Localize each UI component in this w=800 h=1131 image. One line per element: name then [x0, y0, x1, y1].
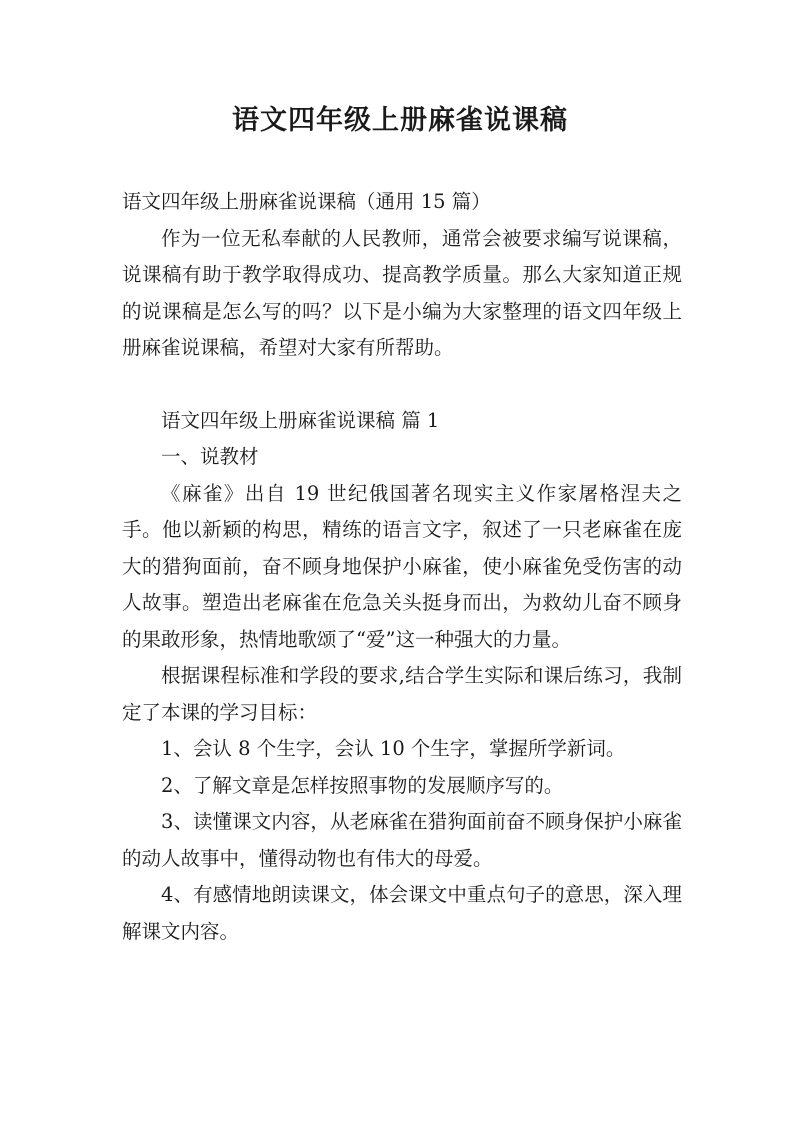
goal-item-3: 3、读懂课文内容，从老麻雀在猎狗面前奋不顾身保护小麻雀的动人故事中，懂得动物也有伟大的母爱。: [122, 810, 682, 870]
goal-item-2: 2、了解文章是怎样按照事物的发展顺序写的。: [161, 773, 564, 797]
section-title: 语文四年级上册麻雀说课稿 篇 1: [161, 408, 440, 432]
part-heading: 一、说教材: [161, 445, 259, 468]
goal-item-1: 1、会认 8 个生字，会认 10 个生字，掌握所学新词。: [161, 737, 626, 760]
intro-paragraph: 作为一位无私奉献的人民教师，通常会被要求编写说课稿，说课稿有助于教学取得成功、提高教学质量。那么大家知道正规的说课稿是怎么写的吗？以下是小编为大家整理的语文四年级上册麻雀说课稿，希望对大家有所帮助。: [122, 226, 682, 359]
goal-item-4: 4、有感情地朗读课文，体会课文中重点句子的意思，深入理解课文内容。: [122, 883, 682, 943]
paragraph-gap: [122, 367, 682, 403]
body-paragraph-1: 《麻雀》出自 19 世纪俄国著名现实主义作家屠格涅夫之手。他以新颖的构思，精练的语言文字，叙述了一只老麻雀在庞大的猎狗面前，奋不顾身地保护小麻雀，使小麻雀免受伤害的动人故事。塑造出老麻雀在危急关头挺身而出，为救幼儿奋不顾身的果敢形象，热情地歌颂了“爱”这一种强大的力量。: [122, 481, 682, 651]
document-title: 语文四年级上册麻雀说课稿: [232, 105, 568, 136]
document-body: [122, 184, 682, 950]
document-subtitle: 语文四年级上册麻雀说课稿（通用 15 篇）: [122, 190, 491, 213]
body-paragraph-2: 根据课程标准和学段的要求,结合学生实际和课后练习，我制定了本课的学习目标：: [122, 664, 682, 724]
